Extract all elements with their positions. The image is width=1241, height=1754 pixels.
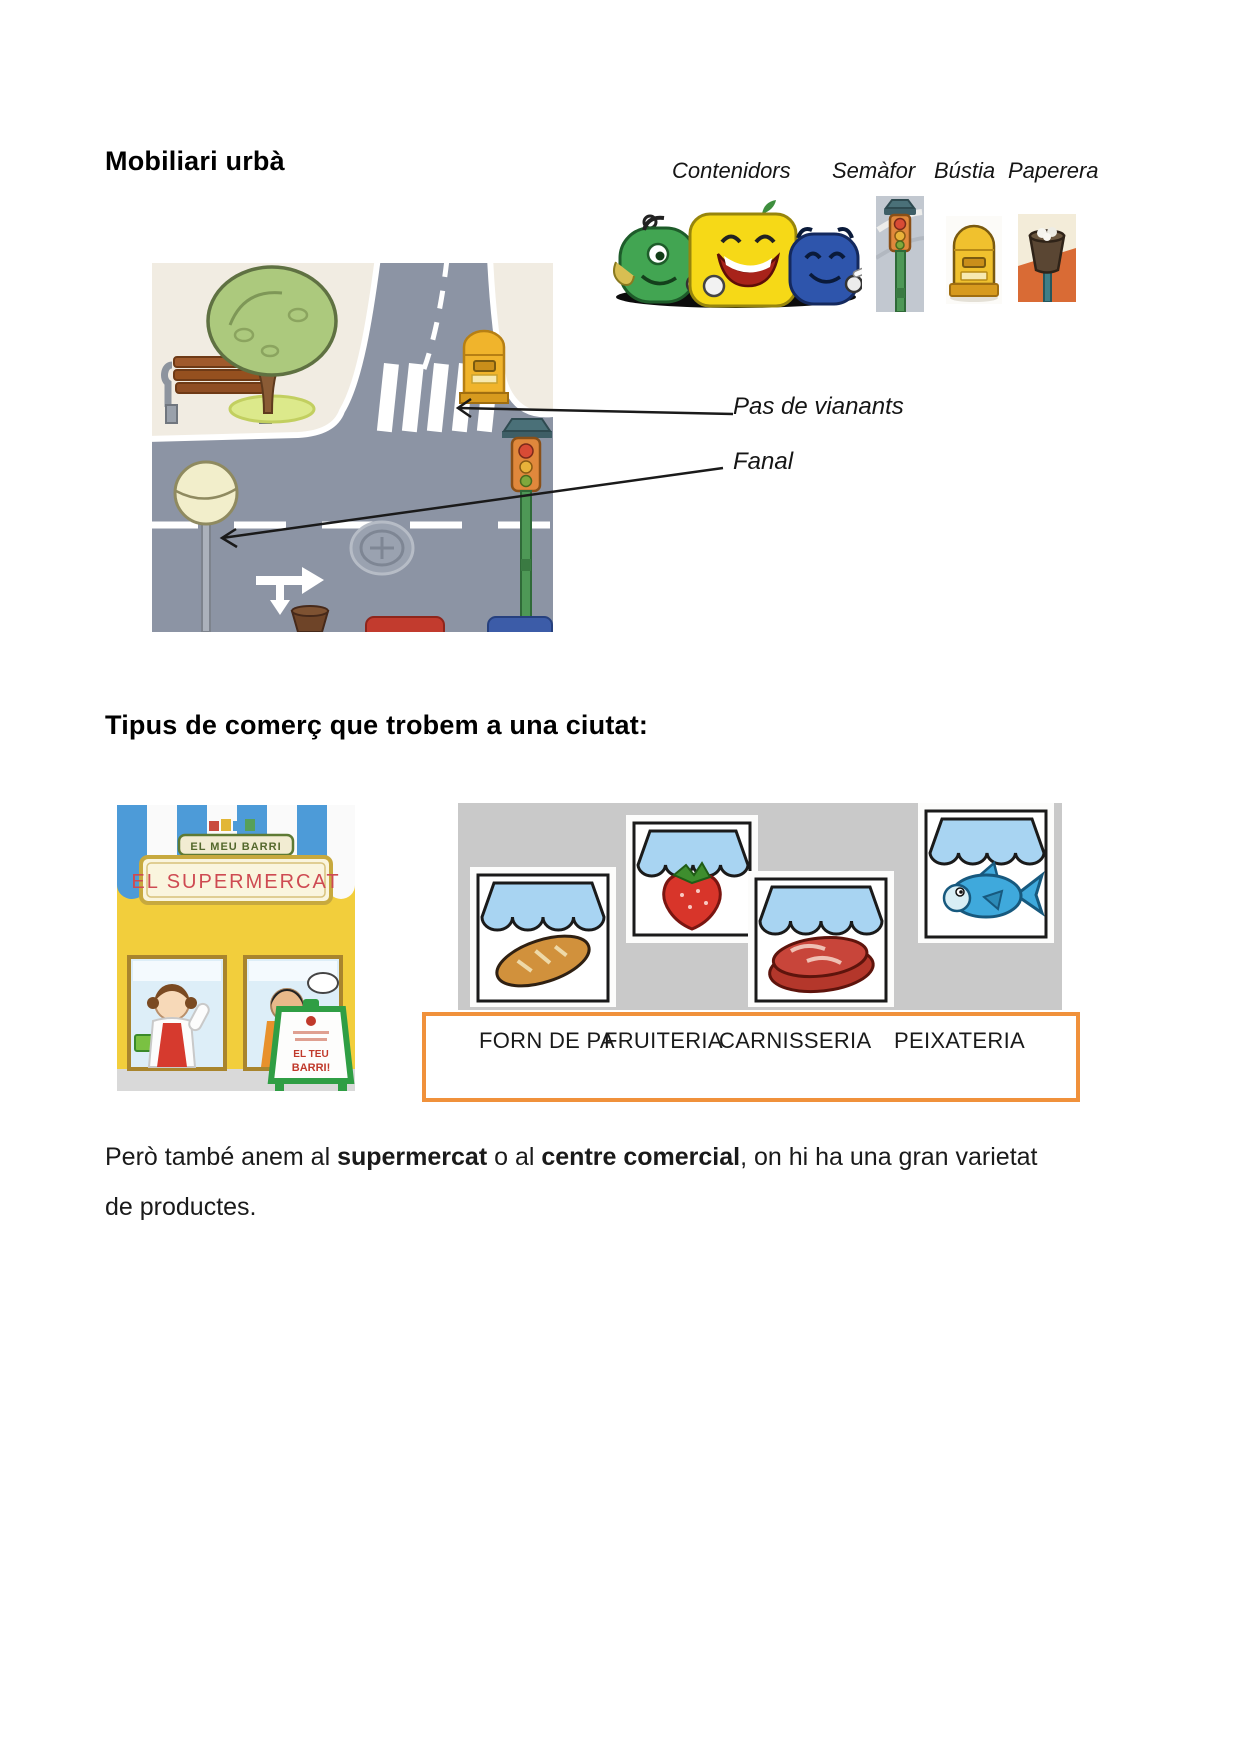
manhole-cover: [351, 522, 413, 574]
label-contenidors: Contenidors: [672, 158, 791, 183]
label-bustia: Bústia: [934, 158, 996, 183]
paragraph-bold-supermercat: supermercat: [337, 1143, 488, 1171]
supermarket-sign: [131, 857, 340, 903]
blue-car-roof: [488, 617, 552, 632]
shop-names-box: [422, 1012, 1080, 1102]
sandwich-board: [271, 999, 351, 1091]
fruit-stall: [626, 815, 758, 943]
board-text-1: EL TEU: [293, 1049, 329, 1060]
annotation-lamp-label: Fanal: [733, 448, 794, 475]
yellow-container-icon: [690, 200, 796, 306]
blue-container-icon: [790, 229, 862, 304]
containers-illustration: [610, 198, 862, 310]
paragraph-bold-centre-comercial: centre comercial: [541, 1143, 741, 1171]
paragraph-run-5: , on hi ha una gran varietat de productes.: [105, 1143, 1038, 1221]
annotation-crosswalk-label: Pas de vianants: [733, 393, 904, 420]
awning: [760, 887, 882, 934]
awning: [930, 819, 1044, 864]
banner-text: EL MEU BARRI: [190, 841, 282, 853]
litter-bin-illustration: [1018, 214, 1076, 302]
shop-label-peixateria: PEIXATERIA: [894, 1028, 1025, 1053]
street-scene-illustration: [152, 263, 553, 632]
sign-text: EL SUPERMERCAT: [131, 871, 341, 893]
traffic-light-illustration: [876, 196, 924, 312]
label-semafor: Semàfor: [832, 158, 916, 183]
awning: [638, 831, 748, 876]
supermarket-illustration: [117, 805, 355, 1091]
section-title-commerce: Tipus de comerç que trobem a una ciutat:: [105, 710, 649, 740]
board-text-2: BARRI!: [291, 1062, 331, 1074]
shop-label-carnisseria: CARNISSERIA: [719, 1028, 872, 1053]
street-litter-bin: [292, 606, 328, 632]
street-mailbox: [460, 331, 508, 403]
mailbox-illustration: [946, 216, 1002, 304]
paragraph-run-3: o al: [487, 1143, 542, 1171]
label-paperera: Paperera: [1008, 158, 1099, 183]
awning: [482, 883, 604, 930]
paragraph-run-1: Però també anem al: [105, 1143, 338, 1171]
shop-window-left: [129, 957, 225, 1069]
shops-illustration: [458, 803, 1062, 1010]
mailbox-icon: [950, 226, 998, 302]
red-car-roof: [366, 617, 444, 632]
butcher-stall: [748, 871, 894, 1007]
shop-label-forn-de-pa: FORN DE PA: [479, 1028, 615, 1053]
fishmonger-stall: [918, 803, 1054, 943]
closing-paragraph: [105, 1132, 1065, 1232]
bakery-stall: [470, 867, 616, 1007]
shop-label-fruiteria: FRUITERIA: [604, 1028, 723, 1053]
page-title: Mobiliari urbà: [105, 146, 285, 176]
